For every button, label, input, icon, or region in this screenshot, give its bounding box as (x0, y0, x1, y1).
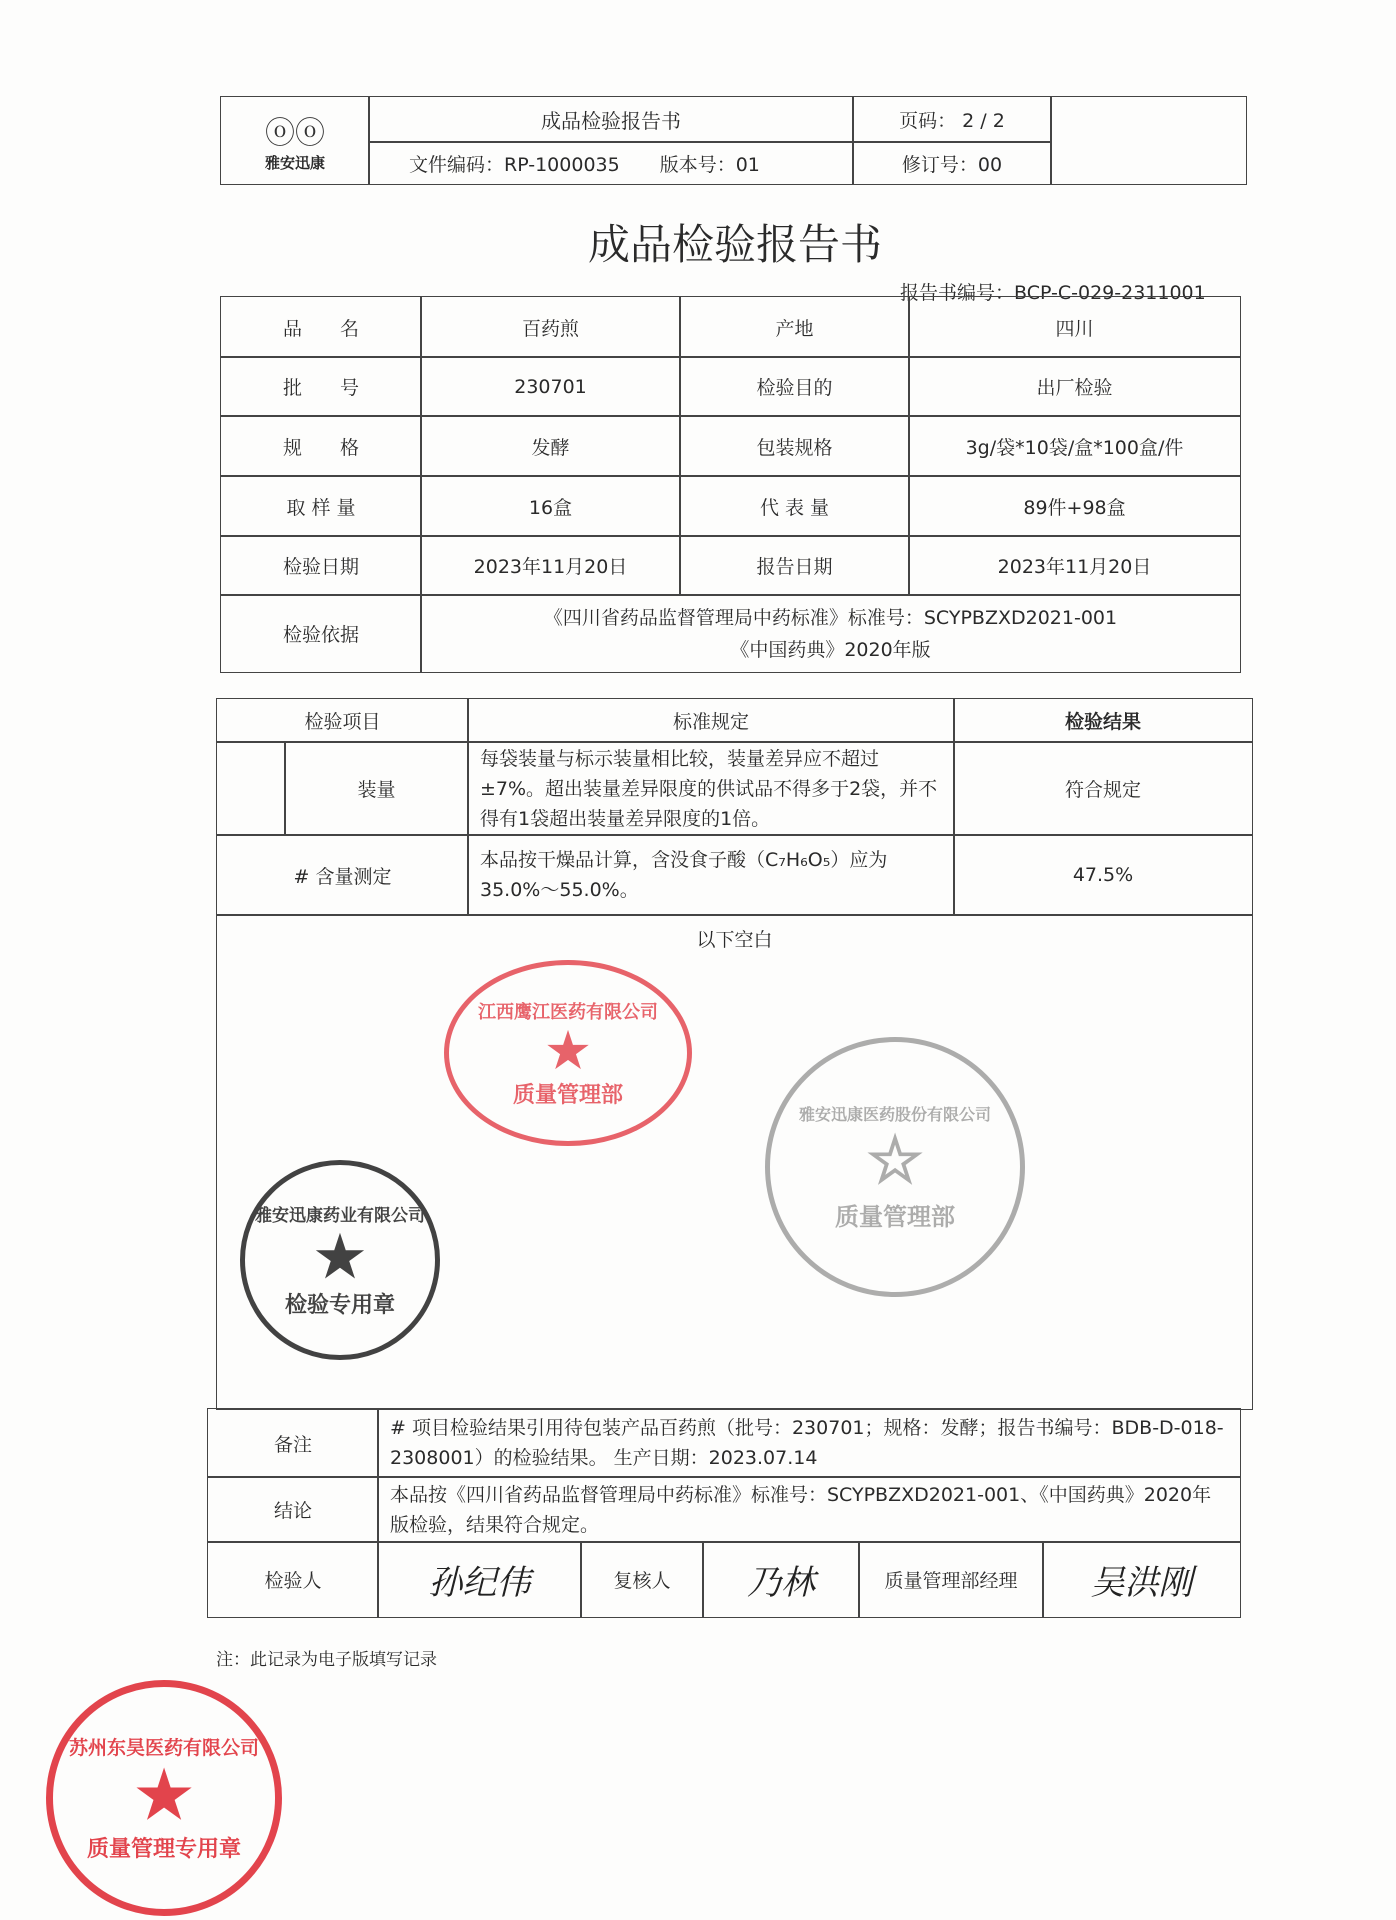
value-origin: 四川 (908, 296, 1241, 358)
version: 版本号：01 (659, 153, 760, 176)
test-standard: 每袋装量与标示装量相比较，装量差异应不超过±7%。超出装量差异限度的供试品不得多于2袋，并不得有1袋超出装量差异限度的1倍。 (467, 741, 955, 836)
star-icon: ★ (314, 1224, 366, 1290)
label-conclusion: 结论 (207, 1476, 379, 1543)
label-inspector: 检验人 (207, 1541, 379, 1618)
value-name: 百药煎 (420, 296, 681, 358)
blank-note: 以下空白 (696, 929, 773, 951)
label-spec: 规 格 (220, 415, 422, 477)
label-origin: 产地 (679, 296, 910, 358)
stamp-text: 质量管理部 (835, 1202, 955, 1231)
test-result: 47.5% (953, 834, 1253, 916)
value-batch: 230701 (420, 356, 681, 417)
stamp-text: 质量管理部 (512, 1081, 623, 1108)
label-name: 品 名 (220, 296, 422, 358)
basis-line-2: 《中国药典》2020年版 (730, 638, 931, 661)
red-jiangxi-stamp (444, 960, 692, 1146)
value-basis (420, 594, 1241, 673)
gray-quality-stamp (765, 1037, 1025, 1297)
page-title: 成品检验报告书 (587, 220, 882, 269)
test-standard: 本品按干燥品计算，含没食子酸（C₇H₆O₅）应为35.0%～55.0%。 (467, 834, 955, 916)
logo-icon: ⓞⓞ (265, 116, 325, 151)
reviewer-signature: 乃林 (702, 1541, 860, 1618)
stamp-text: 江西鹰江医药有限公司 (478, 1001, 658, 1023)
stamp-text: 质量管理专用章 (86, 1836, 241, 1862)
label-reviewer: 复核人 (580, 1541, 704, 1618)
star-icon: ☆ (866, 1123, 924, 1198)
page-number: 页码： 2 / 2 (852, 96, 1052, 143)
conclusion: 本品按《四川省药品监督管理局中药标准》标准号：SCYPBZXD2021-001、《中国药典》2020年版检验，结果符合规定。 (377, 1476, 1241, 1543)
value-pack: 3g/袋*10袋/盒*100盒/件 (908, 415, 1241, 477)
stamp-text: 雅安迅康医药股份有限公司 (798, 1105, 991, 1124)
label-report-date: 报告日期 (679, 535, 910, 596)
label-batch: 批 号 (220, 356, 422, 417)
value-test-date: 2023年11月20日 (420, 535, 681, 596)
logo-cell (220, 96, 370, 185)
header-standard: 标准规定 (467, 698, 955, 743)
file-code-cell (368, 141, 854, 185)
file-code: 文件编码：RP-1000035 (409, 153, 620, 176)
header-item: 检验项目 (216, 698, 469, 743)
remarks: # 项目检验结果引用待包装产品百药煎（批号：230701；规格：发酵；报告书编号：BDB-D-018-2308001）的检验结果。 生产日期：2023.07.14 (377, 1408, 1241, 1478)
inspector-signature: 孙纪伟 (377, 1541, 582, 1618)
form-title: 成品检验报告书 (368, 96, 854, 143)
label-manager: 质量管理部经理 (858, 1541, 1044, 1618)
label-test-date: 检验日期 (220, 535, 422, 596)
label-basis: 检验依据 (220, 594, 422, 673)
test-item: 装量 (284, 741, 469, 836)
test-item: # 含量测定 (216, 834, 469, 916)
label-remarks: 备注 (207, 1408, 379, 1478)
value-sample: 16盒 (420, 475, 681, 537)
label-purpose: 检验目的 (679, 356, 910, 417)
basis-line-1: 《四川省药品监督管理局中药标准》标准号：SCYPBZXD2021-001 (543, 606, 1118, 629)
value-spec: 发酵 (420, 415, 681, 477)
value-rep: 89件+98盒 (908, 475, 1241, 537)
value-purpose: 出厂检验 (908, 356, 1241, 417)
test-result: 符合规定 (953, 741, 1253, 836)
stamp-text: 雅安迅康药业有限公司 (255, 1206, 425, 1226)
black-inspection-stamp (240, 1160, 440, 1360)
stamp-text: 苏州东昊医药有限公司 (68, 1737, 259, 1759)
report-number: 报告书编号：BCP-C-029-2311001 (900, 282, 1206, 304)
star-icon: ★ (546, 1022, 590, 1079)
value-report-date: 2023年11月20日 (908, 535, 1241, 596)
star-icon: ★ (135, 1758, 193, 1833)
header-empty (1050, 96, 1247, 185)
header-result: 检验结果 (953, 698, 1253, 743)
logo-text: 雅安迅康 (264, 154, 325, 172)
manager-signature: 吴洪刚 (1042, 1541, 1241, 1618)
revision: 修订号：00 (852, 141, 1052, 185)
stamp-text: 检验专用章 (284, 1292, 395, 1318)
label-sample: 取 样 量 (220, 475, 422, 537)
footnote: 注：此记录为电子版填写记录 (216, 1650, 437, 1670)
label-rep: 代 表 量 (679, 475, 910, 537)
red-suzhou-stamp (46, 1680, 282, 1916)
item-indent (216, 741, 286, 836)
label-pack: 包装规格 (679, 415, 910, 477)
